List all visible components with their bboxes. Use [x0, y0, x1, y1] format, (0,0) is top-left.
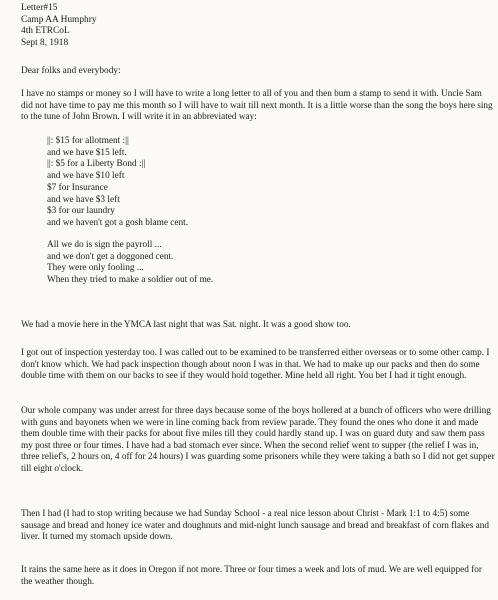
letter-date: Sept 8, 1918 — [21, 37, 69, 48]
song-line: and we have $3 left — [47, 194, 120, 205]
paragraph-2: We had a movie here in the YMCA last night that was Sat. night. It was a good show too. — [21, 320, 351, 330]
paragraph-4: Our whole company was under arrest for three days because some of the boys hollered at a bunch of officers who were drilling with guns and bayonets when we were in line coming back from review parade. They found the ones who done it and made them double time with their packs for about five miles till they could hardly stand up. I was on guard duty and saw them pass my post three or four times. I have had a bad stomach ever since. When the second relief went to supper (the relief I was in, three relief's, 2 hours on, 4 off for 24 hours) I was guarding some prisoners while they were taking a bath so I did not get supper till eight o'clock. — [21, 406, 495, 474]
paragraph-3: I got out of inspection yesterday too. I was called out to be examined to be transferred either overseas or to some other camp. I don't know which. We had pack inspection though about noon I was in that. We had to make up our packs and then do some double time with them on our backs to see if they would hold together. Mine held all right. You bet I had it tight enough. — [21, 348, 490, 382]
song-verse — [47, 136, 188, 230]
chorus-line: and we don't get a doggoned cent. — [47, 251, 174, 262]
unit-name: 4th ETRCoL — [21, 26, 70, 37]
chorus-line: They were only fooling ... — [47, 263, 144, 274]
camp-name: Camp AA Humphry — [21, 14, 97, 25]
salutation: Dear folks and everybody: — [21, 66, 121, 76]
paragraph-6: It rains the same here as it does in Oregon if not more. Three or four times a week and lots of mud. We are well equipped for the weather though. — [21, 565, 483, 587]
paragraph-1: I have no stamps or money so I will have to write a long letter to all of you and then bum a stamp to send it with. Uncle Sam did not have time to pay me this month so I will have to wait till next month. It is a little worse than the song the boys here sing to the tune of John Brown. I will write it in an abbreviated way: — [21, 89, 493, 123]
song-line: ||: $15 for allotment :|| — [47, 136, 129, 146]
chorus-line: When they tried to make a soldier out of me. — [47, 275, 214, 286]
chorus-line: All we do is sign the payroll ... — [47, 240, 162, 250]
song-line: and we have $15 left. — [47, 147, 127, 158]
letter-header — [21, 3, 97, 49]
song-line: and we have $10 left — [47, 171, 125, 182]
song-line: ||: $5 for a Liberty Bond :|| — [47, 159, 146, 170]
song-line: $7 for Insurance — [47, 182, 108, 193]
song-chorus — [47, 240, 213, 287]
paragraph-5: Then I had (I had to stop writing because we had Sunday School - a real nice lesson about Christ - Mark 1:1 to 4:5) some sausage and bread and honey ice water and doughnuts and mid-night lunch sausage and bread and breakfast of corn flakes and liver. It turned my stomach upside down. — [21, 509, 489, 543]
song-line: and we haven't got a gosh blame cent. — [47, 217, 189, 228]
letter-number: Letter#15 — [21, 3, 58, 13]
song-line: $3 for our laundry — [47, 206, 115, 217]
